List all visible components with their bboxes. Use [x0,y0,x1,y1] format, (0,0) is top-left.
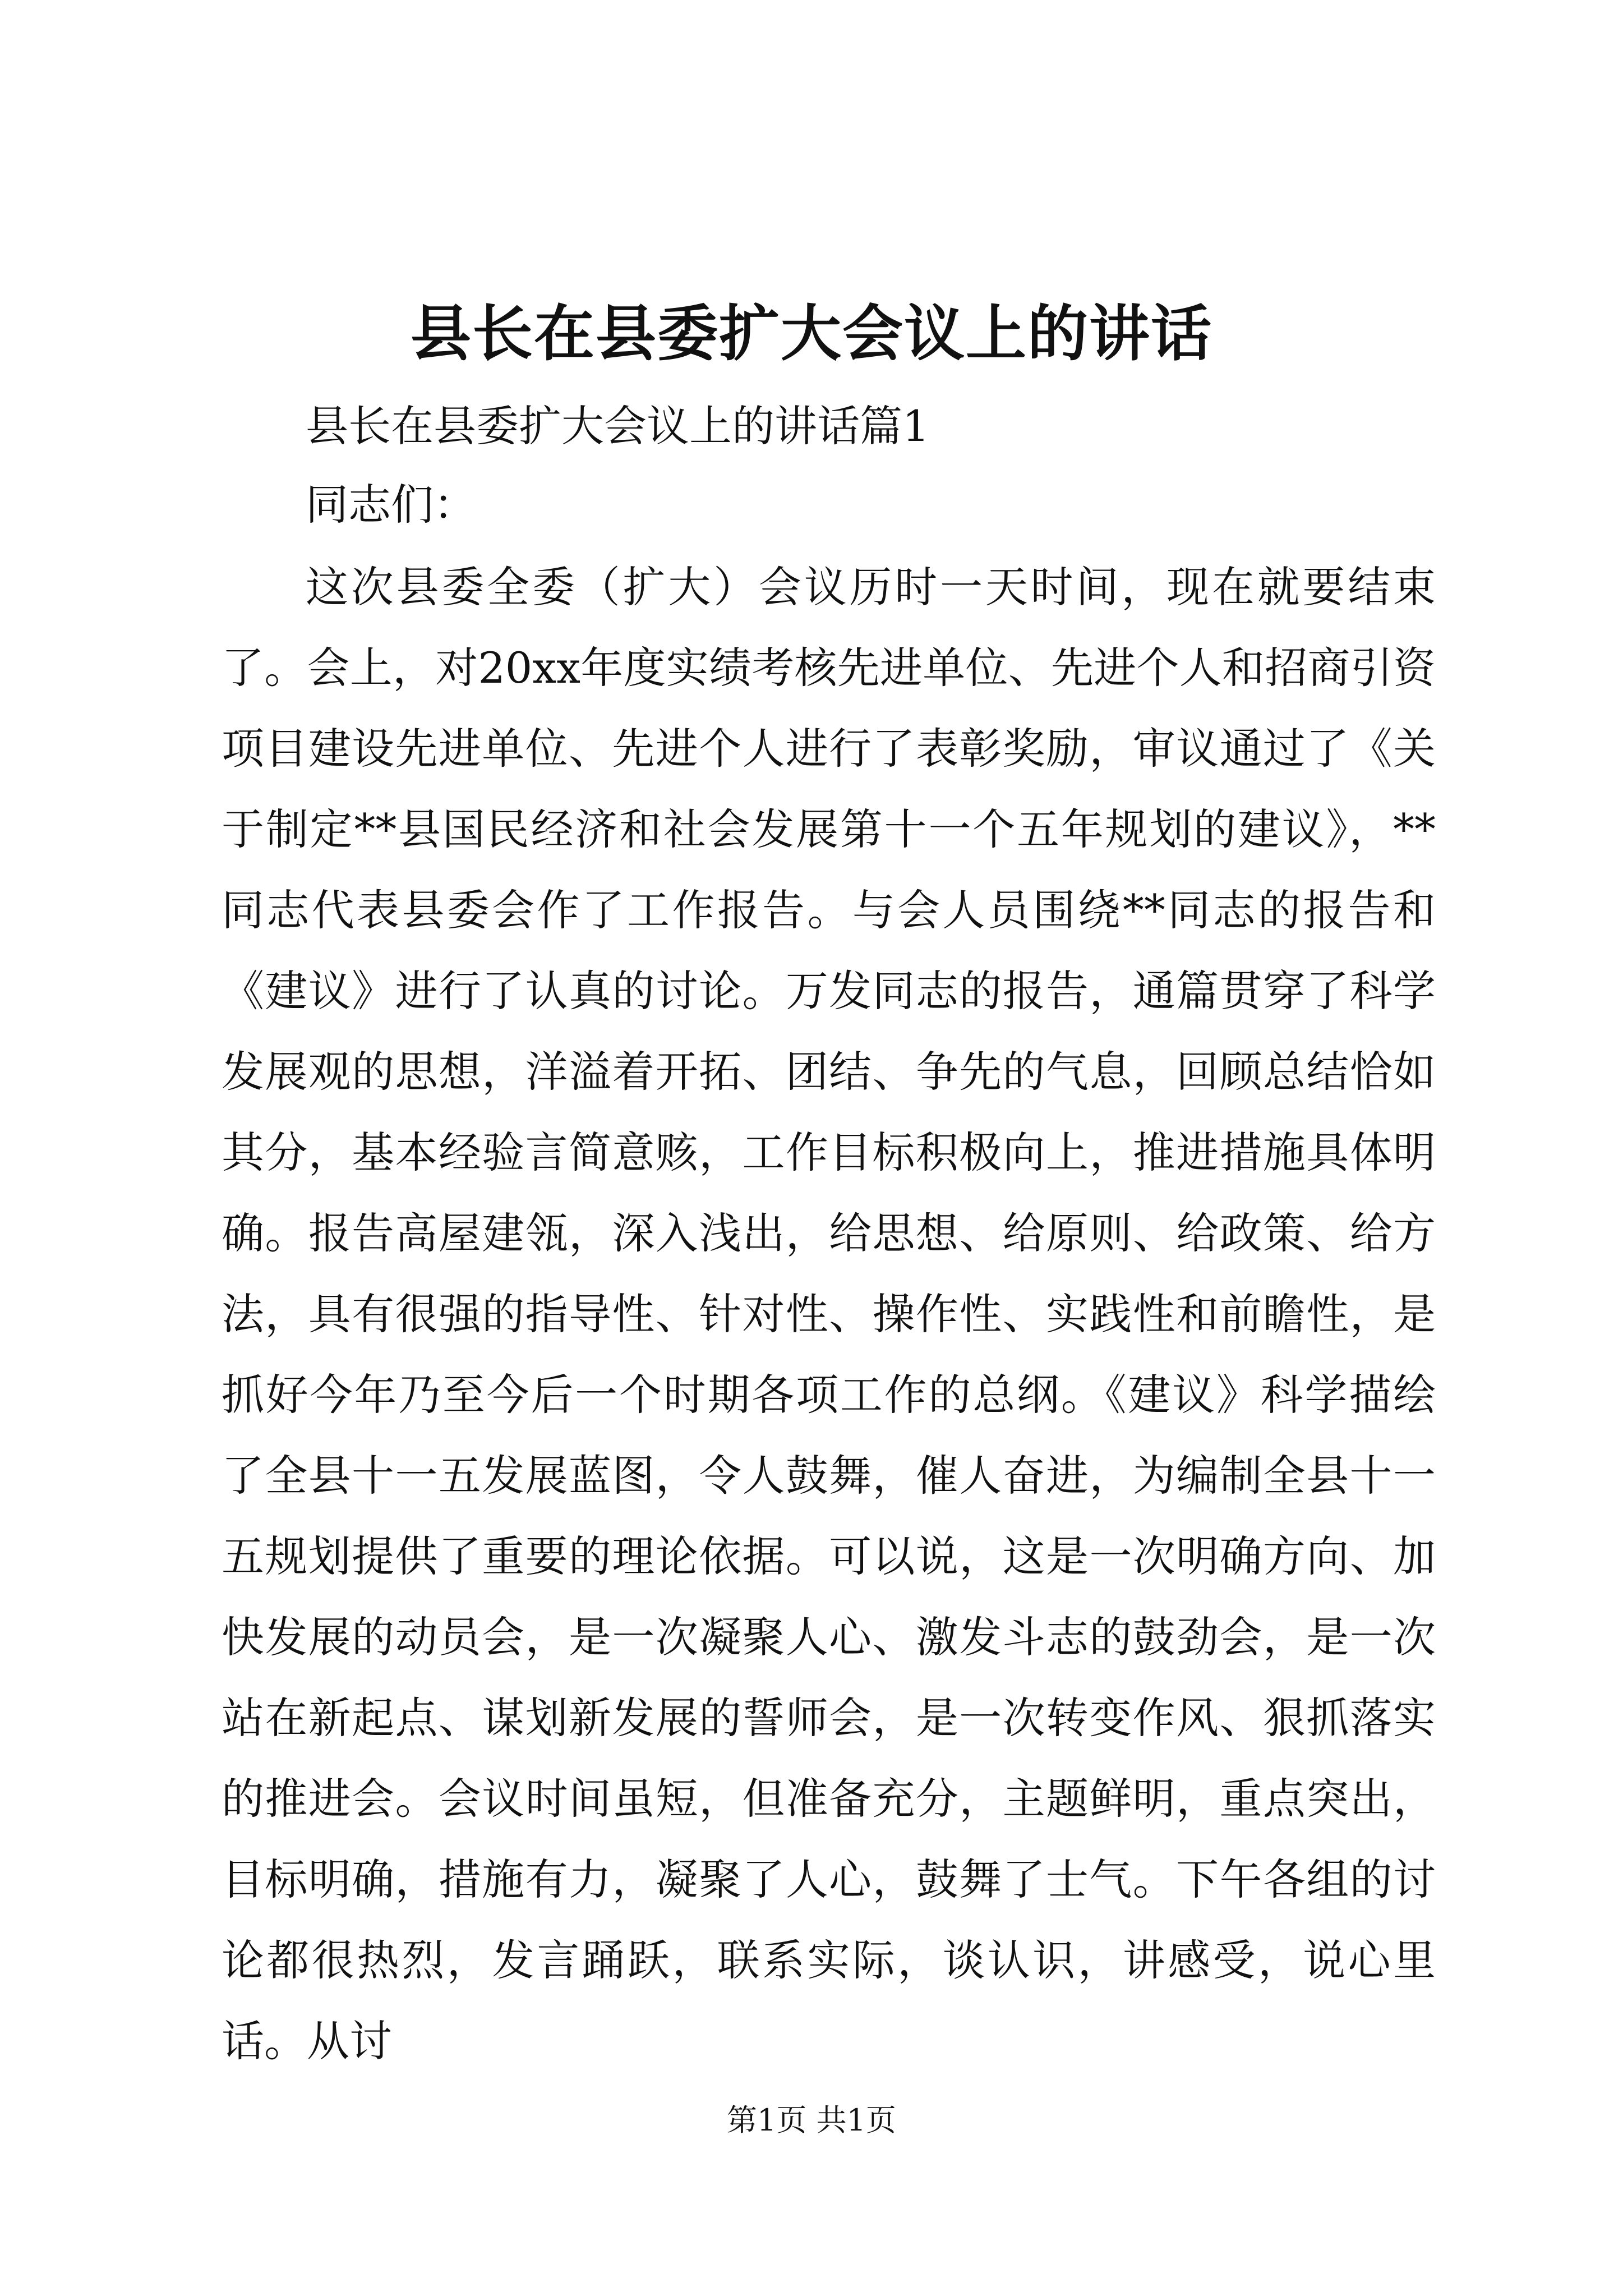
salutation: 同志们： [306,480,476,530]
body-paragraph: 这次县委全委（扩大）会议历时一天时间，现在就要结束了。会上，对20xx年度实绩考核先进单位、先进个人和招商引资项目建设先进单位、先进个人进行了表彰奖励，审议通过了《关于制定**县国民经济和社会发展第十一个五年规划的建议》，**同志代表县委会作了工作报告。与会人员围绕**同志的报告和《建议》进行了认真的讨论。万发同志的报告，通篇贯穿了科学发展观的思想，洋溢着开拓、团结、争先的气息，回顾总结恰如其分，基本经验言简意赅，工作目标积极向上，推进措施具体明确。报告高屋建瓴，深入浅出，给思想、给原则、给政策、给方法，具有很强的指导性、针对性、操作性、实践性和前瞻性，是抓好今年乃至今后一个时期各项工作的总纲。《建议》科学描绘了全县十一五发展蓝图，令人鼓舞，催人奋进，为编制全县十一五规划提供了重要的理论依据。可以说，这是一次明确方向、加快发展的动员会，是一次凝聚人心、激发斗志的鼓劲会，是一次站在新起点、谋划新发展的誓师会，是一次转变作风、狠抓落实的推进会。会议时间虽短，但准备充分，主题鲜明，重点突出，目标明确，措施有力，凝聚了人心，鼓舞了士气。下午各组的讨论都很热烈，发言踊跃，联系实际，谈认识，讲感受，说心里话。从讨 [222,562,1436,2066]
document-subtitle: 县长在县委扩大会议上的讲话篇1 [306,401,930,451]
page-number-footer: 第1页 共1页 [727,2102,896,2138]
document-title: 县长在县委扩大会议上的讲话 [410,298,1212,369]
